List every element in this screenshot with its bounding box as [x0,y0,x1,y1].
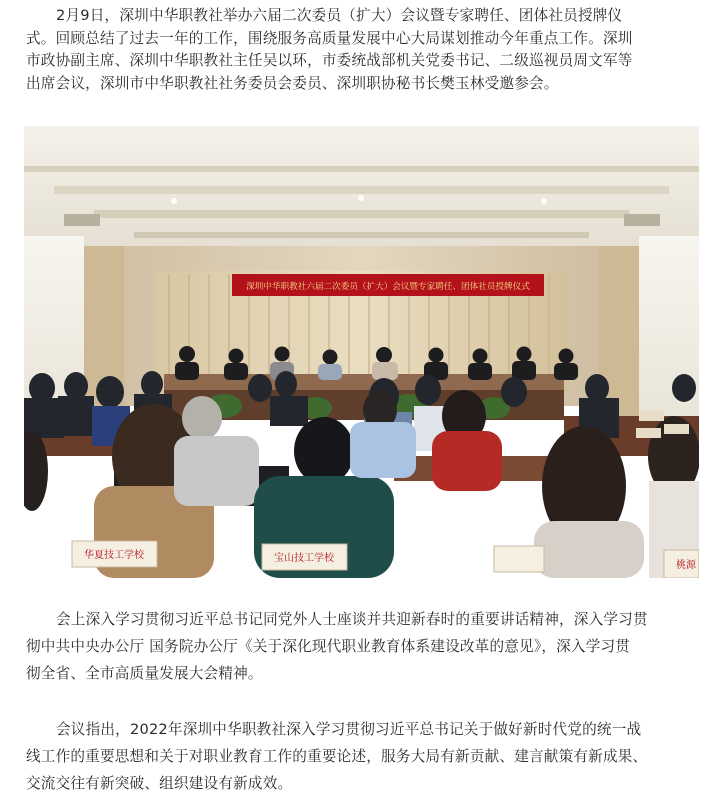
name-card-2: 宝山技工学校 [274,553,334,564]
intro-line: 式。回顾总结了过去一年的工作，围绕服务高质量发展中心大局谋划推动今年重点工作。深圳 [26,29,633,47]
summary-line: 交流交往有新突破、组织建设有新成效。 [26,775,293,792]
intro-line: 2月9日，深圳中华职教社举办六届二次委员（扩大）会议暨专家聘任、团体社员授牌仪 [56,7,623,24]
meeting-photo [24,126,699,578]
summary-line: 会议指出，2022年深圳中华职教社深入学习贯彻习近平总书记关于做好新时代党的统一战 [56,721,642,738]
study-line: 彻中共中央办公厅 国务院办公厅《关于深化现代职业教育体系建设改革的意见》，深入学习贯 [26,638,631,655]
summary-line: 线工作的重要思想和关于对职业教育工作的重要论述，服务大局有新贡献、建言献策有新成果、 [26,748,648,765]
intro-line: 出席会议，深圳市中华职教社社务委员会委员、深圳职协秘书长樊玉林受邀参会。 [26,74,559,92]
name-card-1: 华夏技工学校 [84,550,144,561]
intro-line: 市政协副主席、深圳中华职教社主任吴以环，市委统战部机关党委书记、二级巡视员周文军等 [26,52,633,69]
intro-paragraph [26,5,698,95]
study-line: 会上深入学习贯彻习近平总书记同党外人士座谈并共迎新春时的重要讲话精神，深入学习贯 [56,611,648,628]
summary-paragraph [26,716,698,797]
name-card-3: 桃源 [676,560,696,571]
study-paragraph [26,606,698,687]
study-line: 彻全省、全市高质量发展大会精神。 [26,665,263,682]
meeting-banner-text: 深圳中华职教社六届二次委员（扩大）会议暨专家聘任、团体社员授牌仪式 [246,282,530,292]
